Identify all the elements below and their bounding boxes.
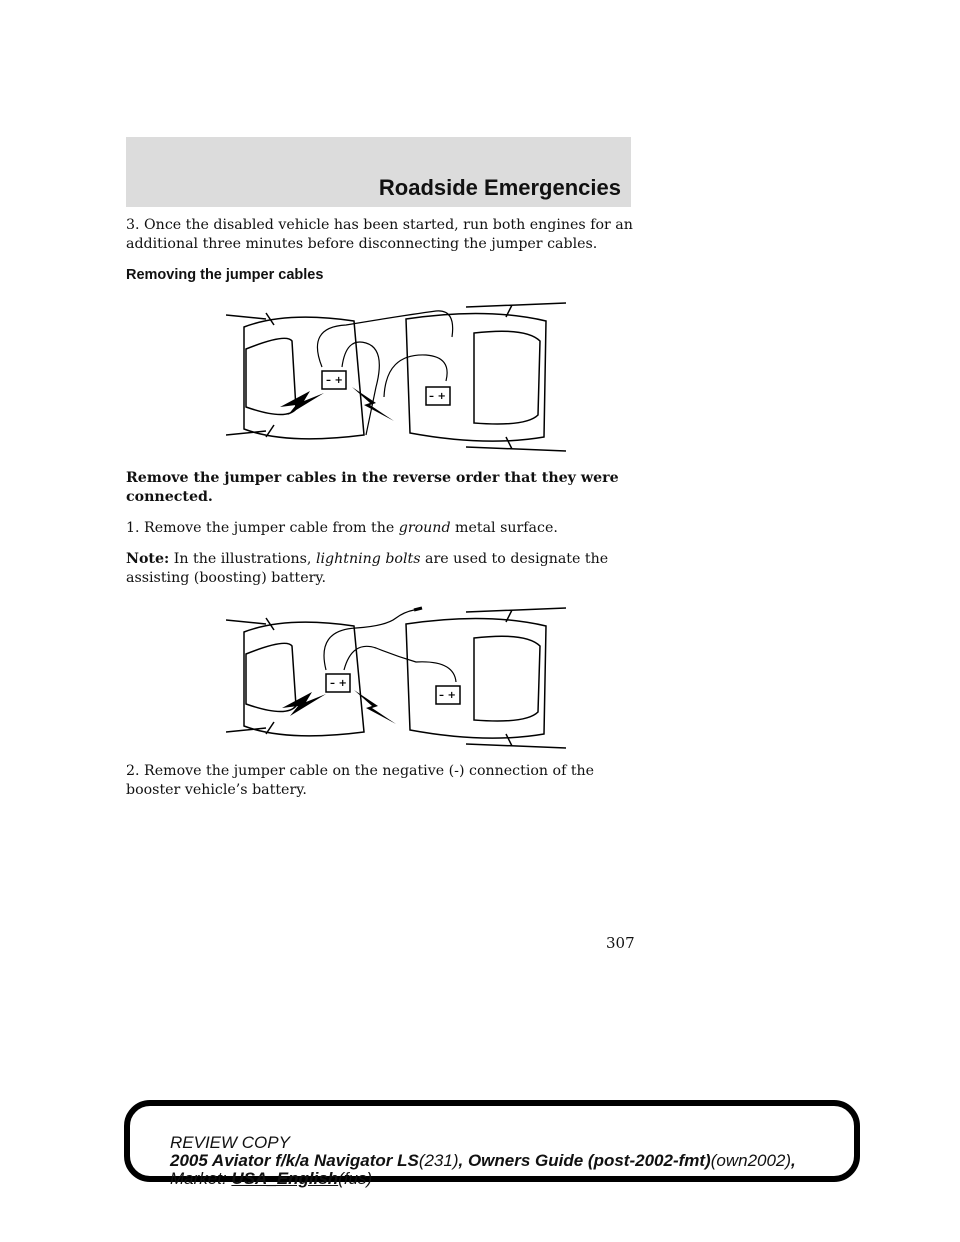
- review-copy-text: [170, 1134, 796, 1188]
- svg-text:– +: – +: [326, 375, 343, 386]
- step-1-suffix: metal surface.: [450, 520, 558, 536]
- section-title: Roadside Emergencies: [378, 175, 621, 200]
- review-line-1: [170, 1134, 796, 1152]
- step-1-italic: ground: [398, 520, 451, 536]
- step-1-paragraph: [126, 519, 636, 538]
- review-line-2: [170, 1152, 796, 1170]
- model-code: (231): [418, 1151, 459, 1170]
- note-prefix: In the illustrations,: [169, 551, 316, 567]
- jumper-cables-illustration-1: [226, 297, 566, 457]
- guide-code: (own2002): [710, 1151, 792, 1170]
- jumper-cables-illustration-2: [226, 600, 566, 750]
- note-suffix: are used to designate the assisting (boosting) battery.: [126, 551, 609, 586]
- svg-text:– +: – +: [429, 391, 446, 402]
- note-label: Note:: [126, 551, 170, 567]
- svg-text:– +: – +: [330, 678, 347, 689]
- step-1-prefix: 1. Remove the jumper cable from the: [126, 520, 399, 536]
- step-3-paragraph: 3. Once the disabled vehicle has been started, run both engines for an additional three minutes before disconnecting the jumper cables.: [126, 217, 633, 252]
- note-italic: lightning bolts: [315, 551, 421, 567]
- reverse-order-instruction: Remove the jumper cables in the reverse order that they were connected.: [126, 470, 619, 505]
- section-header-band: [126, 137, 631, 207]
- page-content: [126, 216, 636, 812]
- model-name: 2005 Aviator f/k/a Navigator LS: [170, 1151, 419, 1170]
- guide-name: Owners Guide (post-2002-fmt): [467, 1151, 711, 1170]
- review-line-3: [170, 1170, 796, 1188]
- subheading-removing-cables: Removing the jumper cables: [126, 267, 324, 283]
- separator-1: ,: [458, 1151, 468, 1170]
- review-copy-box: [124, 1100, 860, 1188]
- page-number: 307: [606, 934, 635, 952]
- market-value: USA_English: [231, 1169, 339, 1188]
- separator-2: ,: [791, 1151, 796, 1170]
- step-2-paragraph: 2. Remove the jumper cable on the negative (-) connection of the booster vehicle’s battery.: [126, 763, 595, 798]
- review-copy-label: REVIEW COPY: [170, 1133, 290, 1152]
- market-code: (fus): [338, 1169, 373, 1188]
- svg-text:– +: – +: [439, 690, 456, 701]
- market-label: Market:: [170, 1169, 227, 1188]
- note-paragraph: [126, 550, 636, 588]
